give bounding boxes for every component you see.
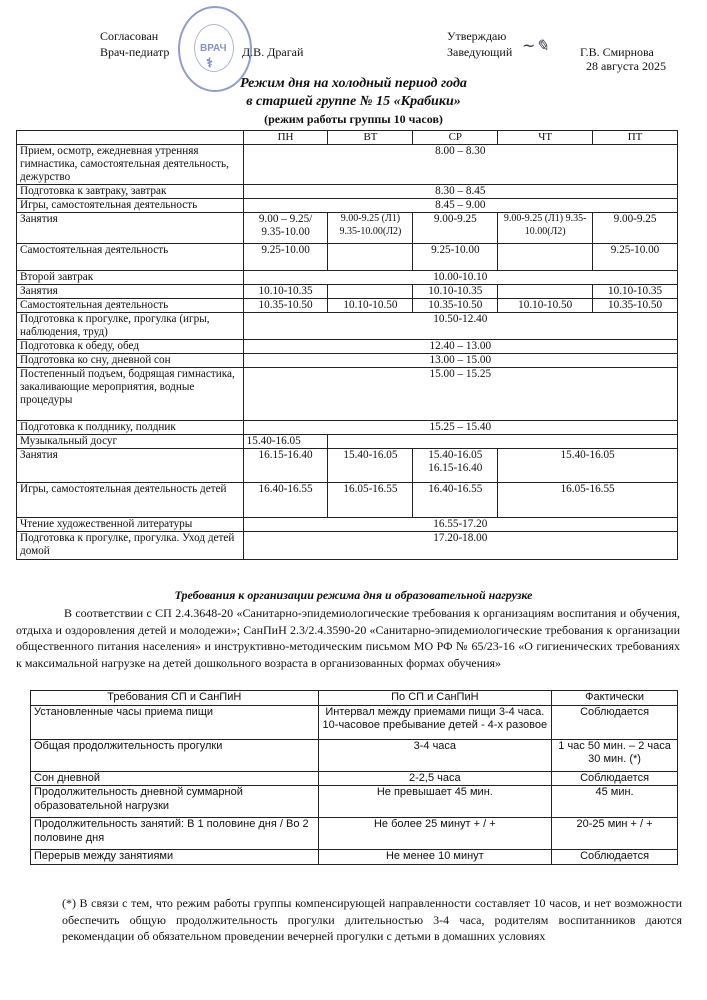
table-row (31, 705, 678, 739)
activity-label: Самостоятельная деятельность (17, 244, 244, 271)
time-cell: 10.35-10.50 (593, 299, 678, 313)
signature-icon: ~✎ (522, 36, 549, 55)
time-cell: 15.25 – 15.40 (243, 421, 677, 435)
activity-label: Подготовка к обеду, обед (17, 340, 244, 354)
activity-label: Подготовка к прогулке, прогулка. Уход детей домой (17, 532, 244, 560)
fact-cell: Соблюдается (552, 771, 678, 786)
schedule-header-row (17, 131, 678, 145)
activity-label: Постепенный подъем, бодрящая гимнастика, закаливающие мероприятия, водные процедуры (17, 368, 244, 421)
activity-label: Занятия (17, 285, 244, 299)
approval-date: 28 августа 2025 (586, 59, 666, 73)
time-cell: 16.15-16.40 (243, 449, 328, 483)
requirement-cell: Продолжительность занятий: В 1 половине дня / Во 2 половине дня (31, 818, 319, 850)
activity-label: Прием, осмотр, ежедневная утренняя гимнастика, самостоятельная деятельность, дежурство (17, 145, 244, 185)
time-cell: 16.40-16.55 (413, 483, 498, 518)
schedule-header-activity (17, 131, 244, 145)
day-header: СР (413, 131, 498, 145)
table-row (31, 850, 678, 865)
schedule-table (16, 130, 678, 560)
table-row (17, 285, 678, 299)
table-row (17, 271, 678, 285)
time-cell: 10.35-10.50 (243, 299, 328, 313)
time-cell: 9.00-9.25 (Л1) 9.35-10.00(Л2) (498, 213, 593, 244)
head-name: Г.В. Смирнова (580, 45, 654, 59)
approval-right (447, 28, 512, 60)
norm-cell: 3-4 часа (318, 739, 552, 771)
activity-label: Подготовка к завтраку, завтрак (17, 185, 244, 199)
fact-cell: 20-25 мин + / + (552, 818, 678, 850)
time-cell: 9.00-9.25 (593, 213, 678, 244)
table-row (17, 213, 678, 244)
table-row (17, 340, 678, 354)
table-row (31, 786, 678, 818)
time-cell: 16.55-17.20 (243, 518, 677, 532)
requirements-paragraph: В соответствии с СП 2.4.3648-20 «Санитарно-эпидемиологические требования к организациям воспитания и обучения, отдыха и оздоровления детей и молодежи»; СанПиН 2.3/2.4.3590-20 «Санитарно-эпидемиологические требования к организации общественного питания населения» и инструктивно-методическим письмом МО РФ № 65/23-16 «О гигиенических требованиях к максимальной нагрузке на детей дошкольного возраста в организованных формах обучения» (16, 606, 680, 670)
empty-cell (328, 435, 678, 449)
time-cell: 13.00 – 15.00 (243, 354, 677, 368)
table-row (17, 299, 678, 313)
time-cell: 15.40-16.05 16.15-16.40 (413, 449, 498, 483)
time-cell: 9.00-9.25 (413, 213, 498, 244)
time-cell: 10.00-10.10 (243, 271, 677, 285)
activity-label: Музыкальный досуг (17, 435, 244, 449)
time-cell: 15.40-16.05 (328, 449, 413, 483)
fact-cell: Соблюдается (552, 850, 678, 865)
table-row (17, 518, 678, 532)
pediatrician-label: Врач-педиатр (100, 45, 170, 59)
requirement-cell: Продолжительность дневной суммарной образовательной нагрузки (31, 786, 319, 818)
table-row (17, 421, 678, 435)
pediatrician-name: Д.В. Драгай (242, 45, 304, 59)
requirement-cell: Перерыв между занятиями (31, 850, 319, 865)
table-row (17, 368, 678, 421)
norm-cell: Интервал между приемами пищи 3-4 часа. 10-часовое пребывание детей - 4-х разовое (318, 705, 552, 739)
time-cell: 10.10-10.35 (243, 285, 328, 299)
round-stamp-icon: ВРАЧ ⚕ (178, 6, 252, 92)
activity-label: Занятия (17, 449, 244, 483)
table-row (31, 739, 678, 771)
table-row (17, 354, 678, 368)
time-cell (498, 244, 593, 271)
norm-cell: Не менее 10 минут (318, 850, 552, 865)
day-header: ВТ (328, 131, 413, 145)
table-row (17, 244, 678, 271)
day-header: ЧТ (498, 131, 593, 145)
time-cell: 9.25-10.00 (413, 244, 498, 271)
table-row (31, 818, 678, 850)
approval-left (100, 28, 169, 60)
time-cell: 15.00 – 15.25 (243, 368, 677, 421)
time-cell: 15.40-16.05 (498, 449, 678, 483)
time-cell: 10.10-10.35 (413, 285, 498, 299)
work-hours-note: (режим работы группы 10 часов) (264, 112, 443, 126)
fact-cell: 45 мин. (552, 786, 678, 818)
day-header: ПН (243, 131, 328, 145)
activity-label: Подготовка к полднику, полдник (17, 421, 244, 435)
norm-cell: 2-2,5 часа (318, 771, 552, 786)
table-row (17, 435, 678, 449)
requirement-cell: Установленные часы приема пищи (31, 705, 319, 739)
time-cell: 17.20-18.00 (243, 532, 677, 560)
table-row (17, 449, 678, 483)
time-cell (328, 285, 413, 299)
time-cell: 10.10-10.35 (593, 285, 678, 299)
norm-cell: Не превышает 45 мин. (318, 786, 552, 818)
day-header: ПТ (593, 131, 678, 145)
table-row (17, 313, 678, 340)
time-cell: 10.50-12.40 (243, 313, 677, 340)
time-cell: 15.40-16.05 (243, 435, 328, 449)
head-label: Заведующий (447, 45, 513, 59)
page-title: Режим дня на холодный период года (240, 76, 467, 91)
time-cell: 8.00 – 8.30 (243, 145, 677, 185)
agreed-label: Согласован (100, 29, 159, 43)
requirements-title: Требования к организации режима дня и образовательной нагрузке (174, 588, 533, 602)
table-row (17, 185, 678, 199)
time-cell (498, 285, 593, 299)
requirement-cell: Общая продолжительность прогулки (31, 739, 319, 771)
table-row (17, 145, 678, 185)
time-cell: 10.35-10.50 (413, 299, 498, 313)
activity-label: Подготовка ко сну, дневной сон (17, 354, 244, 368)
activity-label: Игры, самостоятельная деятельность детей (17, 483, 244, 518)
requirement-cell: Сон дневной (31, 771, 319, 786)
time-cell: 12.40 – 13.00 (243, 340, 677, 354)
fact-cell: Соблюдается (552, 705, 678, 739)
table-row (17, 532, 678, 560)
activity-label: Игры, самостоятельная деятельность (17, 199, 244, 213)
time-cell: 8.45 – 9.00 (243, 199, 677, 213)
activity-label: Самостоятельная деятельность (17, 299, 244, 313)
table-row (31, 771, 678, 786)
norm-cell: Не более 25 минут + / + (318, 818, 552, 850)
activity-label: Второй завтрак (17, 271, 244, 285)
column-header: Фактически (552, 691, 678, 706)
time-cell: 8.30 – 8.45 (243, 185, 677, 199)
activity-label: Чтение художественной литературы (17, 518, 244, 532)
column-header: Требования СП и СанПиН (31, 691, 319, 706)
column-header: По СП и СанПиН (318, 691, 552, 706)
table-row (17, 483, 678, 518)
time-cell: 9.00 – 9.25/ 9.35-10.00 (243, 213, 328, 244)
time-cell: 10.10-10.50 (328, 299, 413, 313)
time-cell: 16.40-16.55 (243, 483, 328, 518)
activity-label: Занятия (17, 213, 244, 244)
time-cell: 16.05-16.55 (328, 483, 413, 518)
activity-label: Подготовка к прогулке, прогулка (игры, наблюдения, труд) (17, 313, 244, 340)
time-cell: 10.10-10.50 (498, 299, 593, 313)
page-subtitle: в старшей группе № 15 «Крабики» (246, 94, 461, 109)
fact-cell: 1 час 50 мин. – 2 часа 30 мин. (*) (552, 739, 678, 771)
table-row (17, 199, 678, 213)
time-cell: 9.25-10.00 (243, 244, 328, 271)
footnote: (*) В связи с тем, что режим работы группы компенсирующей направленности составляет 10 часов, и нет возможности обеспечить общую продолжительность прогулки длительностью 3-4 часа, родителям воспитанников даются рекомендации об обязательном проведении вечерней прогулки с детьми в домашних условиях (62, 896, 682, 943)
time-cell: 9.00-9.25 (Л1) 9.35-10.00(Л2) (328, 213, 413, 244)
requirements-header-row (31, 691, 678, 706)
requirements-table (30, 690, 678, 865)
time-cell: 9.25-10.00 (593, 244, 678, 271)
approve-label: Утверждаю (447, 29, 507, 43)
time-cell (328, 244, 413, 271)
time-cell: 16.05-16.55 (498, 483, 678, 518)
